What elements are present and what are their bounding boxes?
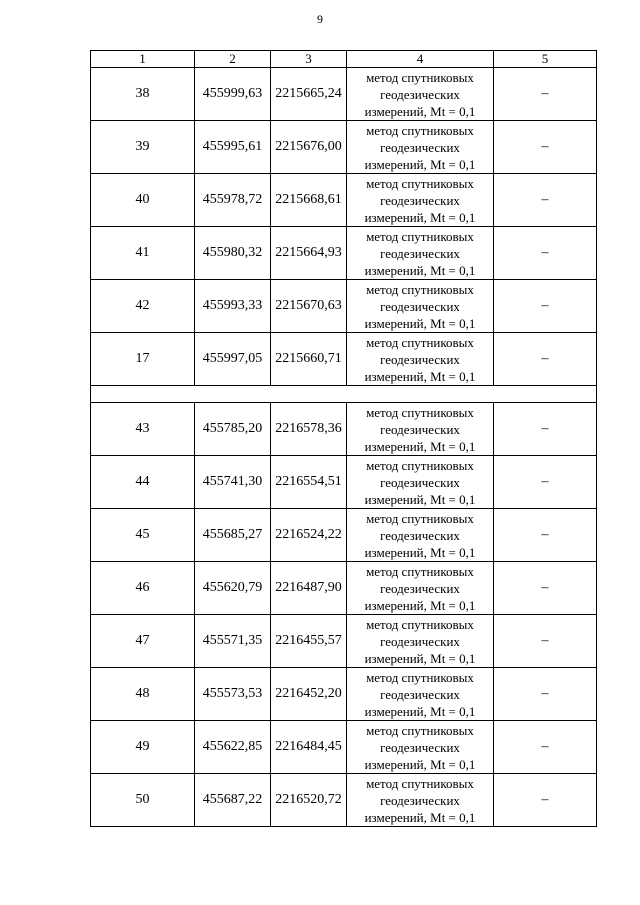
header-cell-2: 2	[195, 51, 271, 68]
table-row	[91, 668, 597, 721]
table-row	[91, 403, 597, 456]
point-number-cell: 38	[91, 68, 195, 121]
note-cell: –	[494, 227, 597, 280]
method-line: метод спутниковых	[366, 69, 474, 85]
method-line: измерений, Mt = 0,1	[364, 756, 476, 772]
table-row	[91, 174, 597, 227]
x-coordinate-cell: 455997,05	[195, 333, 271, 386]
note-cell: –	[494, 668, 597, 721]
method-line: измерений, Mt = 0,1	[364, 597, 476, 613]
method-line: геодезических	[380, 139, 460, 155]
x-coordinate-cell: 455993,33	[195, 280, 271, 333]
point-number-cell: 17	[91, 333, 195, 386]
method-cell	[347, 121, 494, 174]
method-line: измерений, Mt = 0,1	[364, 544, 476, 560]
method-cell	[347, 721, 494, 774]
y-coordinate-cell: 2216578,36	[271, 403, 347, 456]
method-cell	[347, 456, 494, 509]
y-coordinate-cell: 2215676,00	[271, 121, 347, 174]
note-cell: –	[494, 509, 597, 562]
y-coordinate-cell: 2216484,45	[271, 721, 347, 774]
point-number-cell: 39	[91, 121, 195, 174]
method-cell	[347, 174, 494, 227]
x-coordinate-cell: 455573,53	[195, 668, 271, 721]
method-line: измерений, Mt = 0,1	[364, 703, 476, 719]
method-line: геодезических	[380, 686, 460, 702]
method-line: измерений, Mt = 0,1	[364, 103, 476, 119]
method-line: метод спутниковых	[366, 334, 474, 350]
page-number: 9	[317, 12, 323, 26]
table-row	[91, 280, 597, 333]
method-line: измерений, Mt = 0,1	[364, 156, 476, 172]
note-cell: –	[494, 774, 597, 827]
header-cell-1: 1	[91, 51, 195, 68]
method-line: метод спутниковых	[366, 775, 474, 791]
y-coordinate-cell: 2216524,22	[271, 509, 347, 562]
x-coordinate-cell: 455741,30	[195, 456, 271, 509]
note-cell: –	[494, 403, 597, 456]
method-cell	[347, 403, 494, 456]
method-line: измерений, Mt = 0,1	[364, 438, 476, 454]
y-coordinate-cell: 2216452,20	[271, 668, 347, 721]
note-cell: –	[494, 174, 597, 227]
note-cell: –	[494, 68, 597, 121]
method-cell	[347, 615, 494, 668]
y-coordinate-cell: 2216554,51	[271, 456, 347, 509]
separator-cell	[91, 386, 597, 403]
point-number-cell: 41	[91, 227, 195, 280]
table-row	[91, 774, 597, 827]
method-line: метод спутниковых	[366, 616, 474, 632]
method-line: метод спутниковых	[366, 669, 474, 685]
y-coordinate-cell: 2215665,24	[271, 68, 347, 121]
method-line: измерений, Mt = 0,1	[364, 209, 476, 225]
note-cell: –	[494, 721, 597, 774]
point-number-cell: 42	[91, 280, 195, 333]
method-line: метод спутниковых	[366, 122, 474, 138]
x-coordinate-cell: 455687,22	[195, 774, 271, 827]
note-cell: –	[494, 280, 597, 333]
table-row	[91, 509, 597, 562]
method-cell	[347, 68, 494, 121]
method-line: метод спутниковых	[366, 404, 474, 420]
method-line: измерений, Mt = 0,1	[364, 809, 476, 825]
x-coordinate-cell: 455620,79	[195, 562, 271, 615]
method-line: метод спутниковых	[366, 457, 474, 473]
method-line: метод спутниковых	[366, 175, 474, 191]
point-number-cell: 49	[91, 721, 195, 774]
method-line: геодезических	[380, 633, 460, 649]
header-cell-5: 5	[494, 51, 597, 68]
method-line: измерений, Mt = 0,1	[364, 262, 476, 278]
method-cell	[347, 333, 494, 386]
method-cell	[347, 774, 494, 827]
point-number-cell: 50	[91, 774, 195, 827]
point-number-cell: 45	[91, 509, 195, 562]
method-line: геодезических	[380, 580, 460, 596]
point-number-cell: 44	[91, 456, 195, 509]
table-row	[91, 456, 597, 509]
note-cell: –	[494, 615, 597, 668]
header-cell-3: 3	[271, 51, 347, 68]
method-cell	[347, 668, 494, 721]
coordinates-table	[90, 50, 597, 827]
y-coordinate-cell: 2216487,90	[271, 562, 347, 615]
table-row	[91, 68, 597, 121]
method-line: измерений, Mt = 0,1	[364, 650, 476, 666]
method-line: измерений, Mt = 0,1	[364, 315, 476, 331]
method-line: геодезических	[380, 474, 460, 490]
method-line: метод спутниковых	[366, 722, 474, 738]
x-coordinate-cell: 455999,63	[195, 68, 271, 121]
method-cell	[347, 509, 494, 562]
method-line: измерений, Mt = 0,1	[364, 491, 476, 507]
y-coordinate-cell: 2216520,72	[271, 774, 347, 827]
x-coordinate-cell: 455571,35	[195, 615, 271, 668]
point-number-cell: 40	[91, 174, 195, 227]
method-cell	[347, 562, 494, 615]
note-cell: –	[494, 456, 597, 509]
y-coordinate-cell: 2215670,63	[271, 280, 347, 333]
method-line: геодезических	[380, 298, 460, 314]
method-line: геодезических	[380, 245, 460, 261]
table-row	[91, 562, 597, 615]
note-cell: –	[494, 562, 597, 615]
method-line: геодезических	[380, 421, 460, 437]
point-number-cell: 48	[91, 668, 195, 721]
table-row	[91, 333, 597, 386]
x-coordinate-cell: 455995,61	[195, 121, 271, 174]
method-line: метод спутниковых	[366, 281, 474, 297]
note-cell: –	[494, 121, 597, 174]
x-coordinate-cell: 455622,85	[195, 721, 271, 774]
separator-row	[91, 386, 597, 403]
x-coordinate-cell: 455978,72	[195, 174, 271, 227]
y-coordinate-cell: 2215668,61	[271, 174, 347, 227]
method-line: метод спутниковых	[366, 563, 474, 579]
y-coordinate-cell: 2215664,93	[271, 227, 347, 280]
table-row	[91, 227, 597, 280]
method-line: геодезических	[380, 192, 460, 208]
method-line: измерений, Mt = 0,1	[364, 368, 476, 384]
method-line: геодезических	[380, 792, 460, 808]
header-cell-4: 4	[347, 51, 494, 68]
x-coordinate-cell: 455685,27	[195, 509, 271, 562]
note-cell: –	[494, 333, 597, 386]
x-coordinate-cell: 455980,32	[195, 227, 271, 280]
y-coordinate-cell: 2215660,71	[271, 333, 347, 386]
method-cell	[347, 227, 494, 280]
point-number-cell: 43	[91, 403, 195, 456]
method-line: геодезических	[380, 527, 460, 543]
table-row	[91, 721, 597, 774]
method-line: метод спутниковых	[366, 228, 474, 244]
method-line: метод спутниковых	[366, 510, 474, 526]
method-line: геодезических	[380, 739, 460, 755]
y-coordinate-cell: 2216455,57	[271, 615, 347, 668]
method-cell	[347, 280, 494, 333]
point-number-cell: 47	[91, 615, 195, 668]
method-line: геодезических	[380, 351, 460, 367]
method-line: геодезических	[380, 86, 460, 102]
x-coordinate-cell: 455785,20	[195, 403, 271, 456]
table-row	[91, 615, 597, 668]
table-header-row	[91, 51, 597, 68]
point-number-cell: 46	[91, 562, 195, 615]
table-row	[91, 121, 597, 174]
